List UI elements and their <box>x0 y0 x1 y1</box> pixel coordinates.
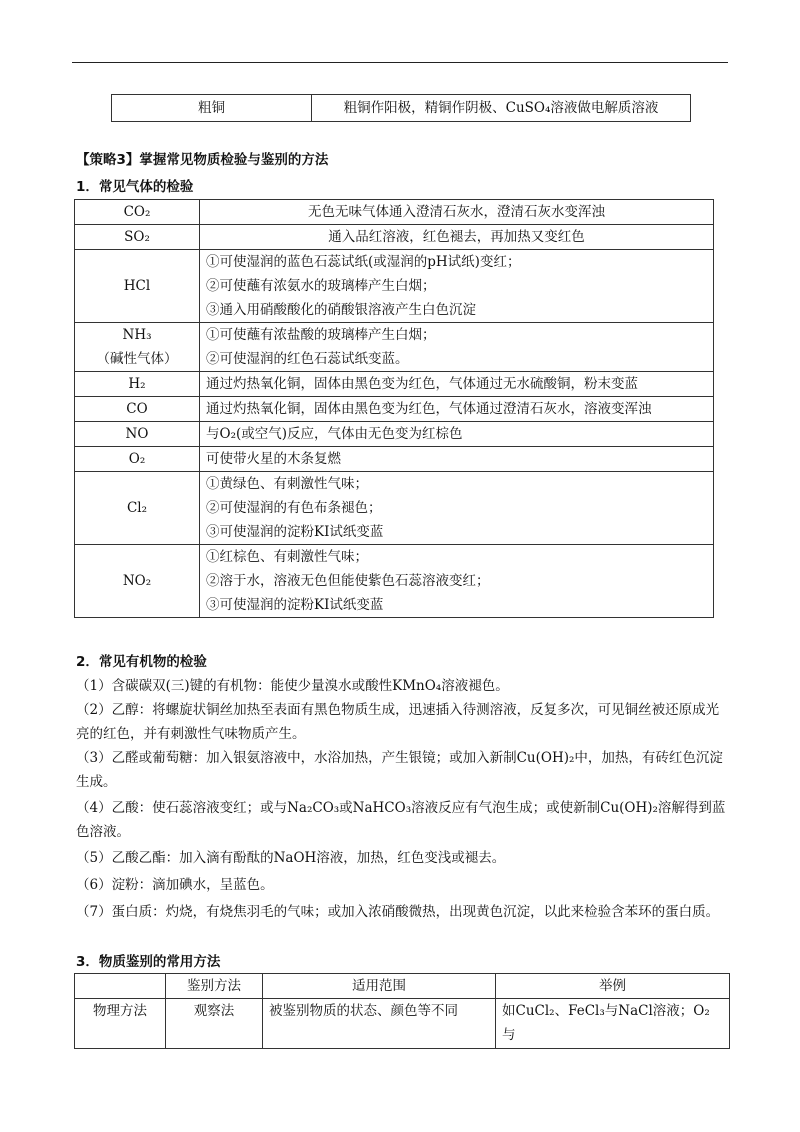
organic-item-6: （6）淀粉：滴加碘水，呈蓝色。 <box>76 877 274 893</box>
gas-table-row <box>75 472 714 545</box>
gas-table-row <box>75 422 714 447</box>
method-cell-scope: 被鉴别物质的状态、颜色等不同 <box>263 999 496 1049</box>
top-table <box>111 94 691 122</box>
gas-test-line: 无色无味气体通入澄清石灰水，澄清石灰水变浑浊 <box>308 204 605 220</box>
gas-test-cell <box>200 200 714 225</box>
gas-test-line: 可使带火星的木条复燃 <box>206 451 341 467</box>
gas-test-cell <box>200 323 714 372</box>
gas-name-cell <box>75 323 200 372</box>
gas-name: SO₂ <box>124 229 150 245</box>
organic-item-2: （2）乙醇：将螺旋状铜丝加热至表面有黑色物质生成，迅速插入待测溶液，反复多次，可见铜丝被还原成光亮的红色，并有刺激性气味物质产生。 <box>76 702 720 742</box>
gas-name-cell <box>75 200 200 225</box>
gas-test-line: ③可使湿润的淀粉KI试纸变蓝 <box>206 524 384 540</box>
gas-test-line: ①可使蘸有浓盐酸的玻璃棒产生白烟； <box>206 327 436 343</box>
gas-test-cell <box>200 447 714 472</box>
method-cell-category: 物理方法 <box>75 999 166 1049</box>
gas-test-cell <box>200 250 714 323</box>
gas-table-row <box>75 200 714 225</box>
gas-table-row <box>75 372 714 397</box>
method-cell-method: 观察法 <box>166 999 263 1049</box>
gas-name: HCl <box>123 278 151 294</box>
gas-test-line: 通过灼热氧化铜，固体由黑色变为红色，气体通过澄清石灰水，溶液变浑浊 <box>206 401 652 417</box>
method-header-scope: 适用范围 <box>263 974 496 999</box>
strategy-heading: 【策略3】掌握常见物质检验与鉴别的方法 <box>76 152 329 168</box>
section-1-heading: 1．常见气体的检验 <box>76 179 194 195</box>
gas-test-line: ①可使湿润的蓝色石蕊试纸(或湿润的pH试纸)变红； <box>206 254 521 270</box>
gas-test-line: 与O₂(或空气)反应，气体由无色变为红棕色 <box>206 426 463 442</box>
method-table-row <box>75 999 730 1049</box>
gas-test-cell <box>200 225 714 250</box>
method-header-blank <box>75 974 166 999</box>
gas-name-cell <box>75 397 200 422</box>
gas-test-line: ②可使湿润的有色布条褪色； <box>206 500 382 516</box>
method-header-example: 举例 <box>496 974 730 999</box>
method-table-header-row <box>75 974 730 999</box>
gas-table-row <box>75 447 714 472</box>
gas-name: NH₃ <box>122 327 152 343</box>
gas-name-cell <box>75 545 200 618</box>
gas-name: H₂ <box>128 376 146 392</box>
gas-table-row <box>75 225 714 250</box>
gas-table-row <box>75 250 714 323</box>
gas-test-line: 通过灼热氧化铜，固体由黑色变为红色，气体通过无水硫酸铜，粉末变蓝 <box>206 376 638 392</box>
gas-name-cell <box>75 372 200 397</box>
gas-test-line: ②溶于水，溶液无色但能使紫色石蕊溶液变红； <box>206 573 490 589</box>
gas-table-row <box>75 323 714 372</box>
gas-name: CO₂ <box>123 204 151 220</box>
gas-name: O₂ <box>128 451 146 467</box>
method-header-method: 鉴别方法 <box>166 974 263 999</box>
gas-name-cell <box>75 422 200 447</box>
gas-test-line: ①黄绿色、有刺激性气味； <box>206 476 368 492</box>
top-table-cell-description: 粗铜作阳极，精铜作阴极、CuSO₄溶液做电解质溶液 <box>312 95 691 122</box>
top-table-cell-material: 粗铜 <box>112 95 312 122</box>
gas-test-cell <box>200 372 714 397</box>
gas-test-cell <box>200 472 714 545</box>
gas-name-cell <box>75 472 200 545</box>
gas-test-line: 通入品红溶液，红色褪去，再加热又变红色 <box>328 229 585 245</box>
gas-name-cell <box>75 225 200 250</box>
method-table <box>74 973 730 1049</box>
gas-name: NO <box>125 426 149 442</box>
gas-test-line: ③通入用硝酸酸化的硝酸银溶液产生白色沉淀 <box>206 302 476 318</box>
gas-name-note: （碱性气体） <box>96 351 178 367</box>
gas-test-line: ①红棕色、有刺激性气味； <box>206 549 368 565</box>
gas-name: NO₂ <box>122 573 152 589</box>
section-2-heading: 2．常见有机物的检验 <box>76 654 207 670</box>
gas-name: CO <box>126 401 148 417</box>
gas-test-line: ②可使湿润的红色石蕊试纸变蓝。 <box>206 351 409 367</box>
header-rule <box>72 62 728 63</box>
section-3-heading: 3．物质鉴别的常用方法 <box>76 954 221 970</box>
organic-item-1: （1）含碳碳双(三)键的有机物：能使少量溴水或酸性KMnO₄溶液褪色。 <box>76 678 509 694</box>
gas-test-line: ②可使蘸有浓氨水的玻璃棒产生白烟； <box>206 278 436 294</box>
gas-test-line: ③可使湿润的淀粉KI试纸变蓝 <box>206 597 384 613</box>
organic-item-7: （7）蛋白质：灼烧，有烧焦羽毛的气味；或加入浓硝酸微热，出现黄色沉淀，以此来检验含苯环的蛋白质。 <box>76 904 720 920</box>
organic-item-4: （4）乙酸：使石蕊溶液变红；或与Na₂CO₃或NaHCO₃溶液反应有气泡生成；或使新制Cu(OH)₂溶解得到蓝色溶液。 <box>76 800 726 840</box>
gas-test-cell <box>200 545 714 618</box>
gas-table <box>74 199 714 618</box>
gas-name: Cl₂ <box>126 500 148 516</box>
gas-name-cell <box>75 250 200 323</box>
method-cell-example: 如CuCl₂、FeCl₃与NaCl溶液；O₂与 <box>496 999 730 1049</box>
gas-table-row <box>75 545 714 618</box>
organic-item-5: （5）乙酸乙酯：加入滴有酚酞的NaOH溶液，加热，红色变浅或褪去。 <box>76 850 506 866</box>
organic-item-3: （3）乙醛或葡萄糖：加入银氨溶液中，水浴加热，产生银镜；或加入新制Cu(OH)₂中，加热，有砖红色沉淀生成。 <box>76 750 723 790</box>
gas-name-cell <box>75 447 200 472</box>
gas-test-cell <box>200 422 714 447</box>
gas-table-row <box>75 397 714 422</box>
gas-test-cell <box>200 397 714 422</box>
